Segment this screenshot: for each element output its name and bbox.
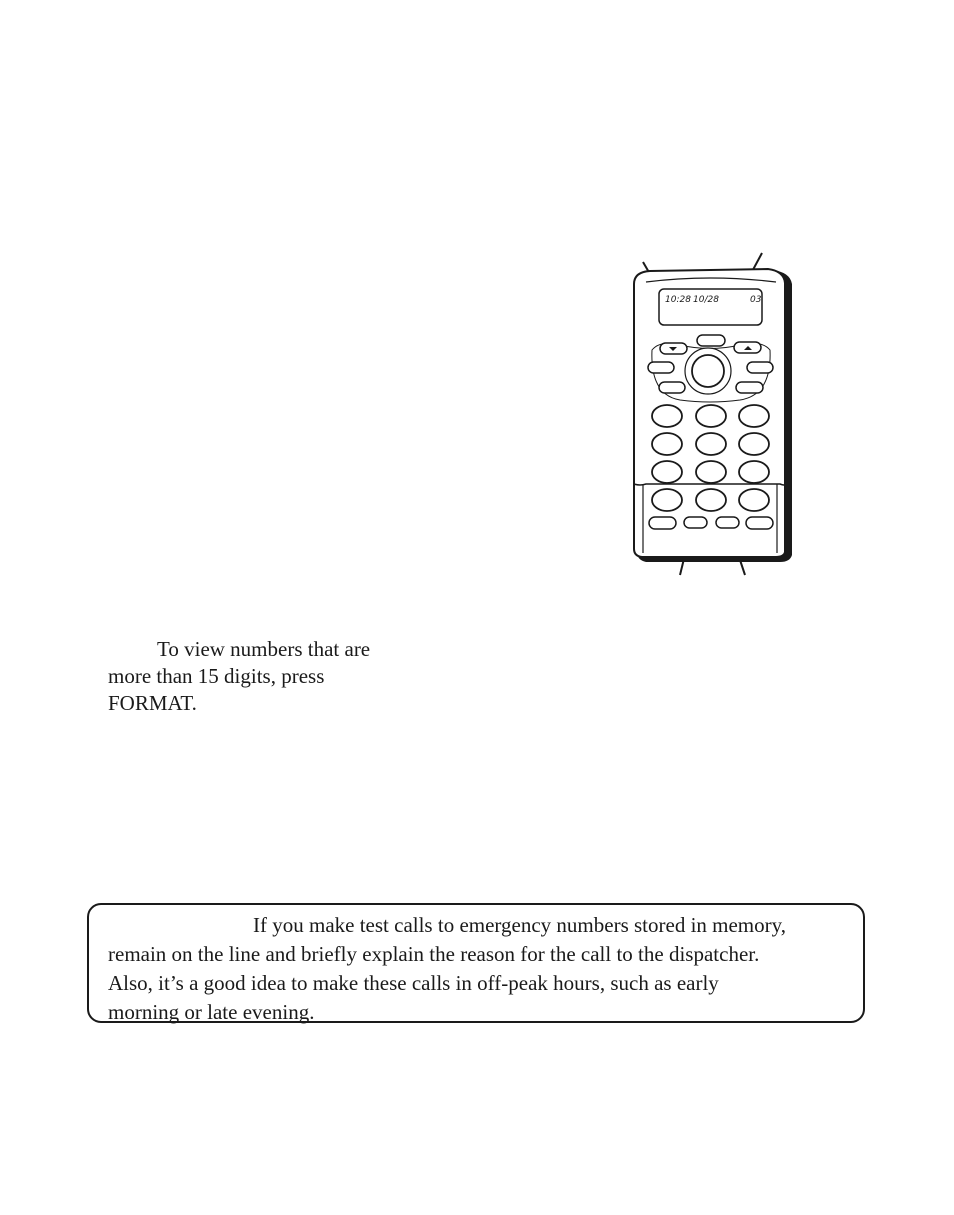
- bottom-key-3[interactable]: [716, 517, 739, 528]
- bottom-key-1[interactable]: [649, 517, 676, 529]
- keypad-key-2[interactable]: [696, 405, 726, 427]
- keypad-key-4[interactable]: [652, 433, 682, 455]
- bottom-key-4[interactable]: [746, 517, 773, 529]
- display-count: 03: [750, 295, 762, 305]
- tip-line-2: more than 15 digits, press: [108, 664, 325, 688]
- keypad-key-8[interactable]: [696, 461, 726, 483]
- keypad-key-1[interactable]: [652, 405, 682, 427]
- keypad-key-7[interactable]: [652, 461, 682, 483]
- caution-line-3: Also, it’s a good idea to make these calls in off-peak hours, such as early: [108, 971, 719, 995]
- caution-line-2: remain on the line and briefly explain the reason for the call to the dispatcher.: [108, 942, 760, 966]
- keypad-key-0[interactable]: [696, 489, 726, 511]
- center-select-button[interactable]: [692, 355, 724, 387]
- caution-paragraph: [108, 911, 868, 1027]
- keypad-key-5[interactable]: [696, 433, 726, 455]
- left-lower-soft-key[interactable]: [659, 382, 685, 393]
- bottom-key-2[interactable]: [684, 517, 707, 528]
- caution-line-1: If you make test calls to emergency numbers stored in memory,: [253, 913, 787, 937]
- right-soft-key[interactable]: [747, 362, 773, 373]
- keypad-key-9[interactable]: [739, 461, 769, 483]
- keypad-key-star[interactable]: [652, 489, 682, 511]
- keypad-key-3[interactable]: [739, 405, 769, 427]
- left-soft-key[interactable]: [648, 362, 674, 373]
- tip-line-3: FORMAT.: [108, 691, 197, 715]
- tip-line-1: To view numbers that are: [157, 637, 371, 661]
- right-lower-soft-key[interactable]: [736, 382, 763, 393]
- caution-line-4: morning or late evening.: [108, 1000, 315, 1024]
- top-small-key[interactable]: [697, 335, 725, 346]
- phone-handset-illustration: [620, 240, 820, 585]
- keypad-key-pound[interactable]: [739, 489, 769, 511]
- display-time: 10:28: [665, 295, 691, 305]
- keypad-key-6[interactable]: [739, 433, 769, 455]
- display-date: 10/28: [693, 295, 719, 305]
- format-tip-paragraph: [108, 636, 408, 717]
